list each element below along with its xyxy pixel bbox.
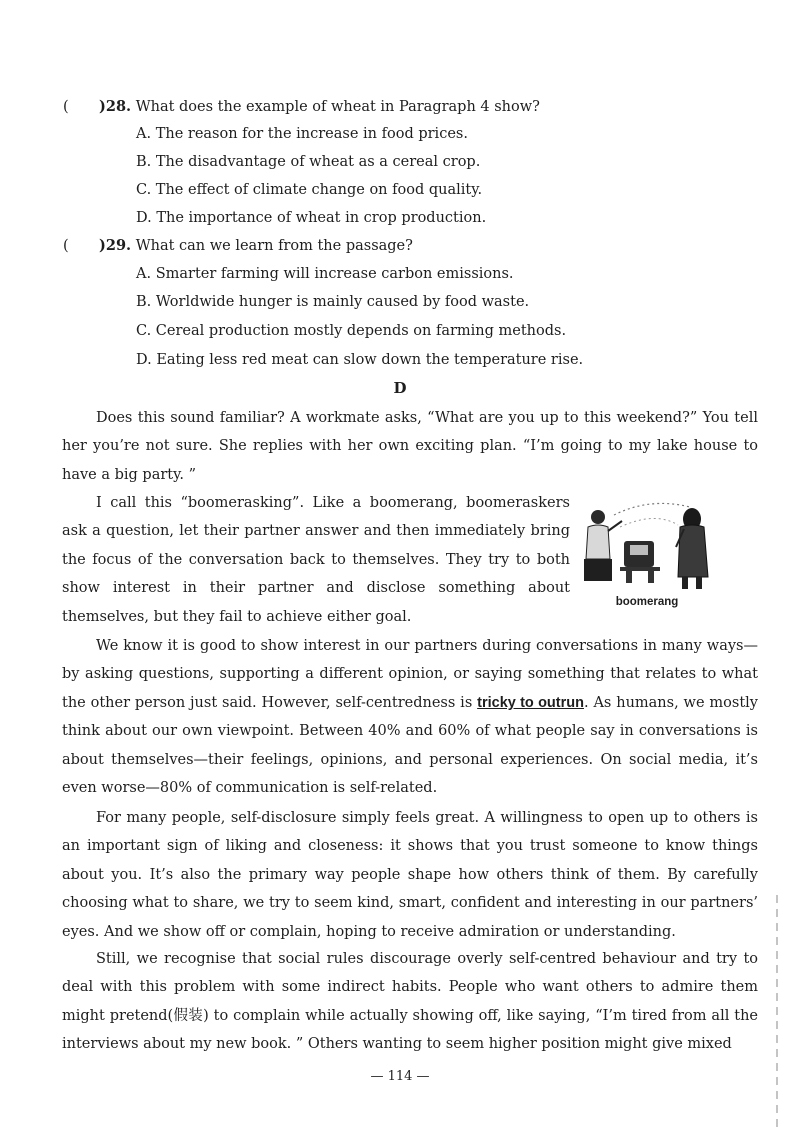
option-d: D. The importance of wheat in crop production. [136,210,487,226]
option-d: D. Eating less red meat can slow down the temperature rise. [136,352,584,368]
option-a: A. The reason for the increase in food prices. [136,126,468,142]
scan-edge-line [776,895,778,1131]
question-text: What does the example of wheat in Paragraph 4 show? [135,99,540,115]
page-number: — 114 — [370,1069,430,1084]
figure-caption: boomerang [615,596,679,608]
highlighted-phrase: tricky to outrun [477,694,584,711]
boomerang-illustration [580,497,714,592]
question-number: )28. [99,98,132,115]
question-29-stem [63,236,413,256]
question-text: What can we learn from the passage? [135,238,413,254]
answer-blank[interactable]: ( [63,99,69,115]
paragraph-5: Still, we recognise that social rules discourage overly self-centred behaviour and try to deal with this problem with some indirect habits. People who want others to admire them might pretend(假装) to complain while actually showing off, like saying, “I’m tired from all the interviews about my new book. ” Others wanting to seem higher position might give mixed [62,951,758,1053]
option-c: C. The effect of climate change on food quality. [136,182,483,198]
paragraph-2: I call this “boomerasking”. Like a boomerang, boomeraskers ask a question, let their partner answer and then immediately bring the focus of the conversation back to themselves. They try to both show interest in their partner and disclose something about themselves, but they fail to achieve either goal. [62,495,570,625]
paragraph-4: For many people, self-disclosure simply feels great. A willingness to open up to others is an important sign of liking and closeness: it shows that you trust someone to know things about you. It’s also the primary way people shape how others think of them. By carefully choosing what to share, we try to seem kind, smart, confident and interesting in our partners’ eyes. And we show off or complain, hoping to receive admiration or understanding. [62,810,758,940]
option-c: C. Cereal production mostly depends on farming methods. [136,323,567,339]
question-number: )29. [99,237,132,254]
boomerang-icon [580,497,714,592]
section-title: D [393,379,407,397]
paragraph-3-text-b: . As humans, we mostly think about our own viewpoint. Between 40% and 60% of what people say in conversations is about themselves—their feelings, opinions, and personal experiences. On social media, it’s even worse—80% of communication is self-related. [62,694,758,797]
option-a: A. Smarter farming will increase carbon emissions. [136,266,514,282]
question-28-stem [63,97,540,117]
answer-blank[interactable]: ( [63,238,69,254]
paragraph-3-text-a: We know it is good to show interest in our partners during conversations in many ways—by asking questions, supporting a different opinion, or saying something that relates to what the other person just said. However, self-centredness is [62,638,758,711]
option-b: B. Worldwide hunger is mainly caused by food waste. [136,294,530,310]
paragraph-3 [62,632,758,802]
option-b: B. The disadvantage of wheat as a cereal crop. [136,154,481,170]
paragraph-1: Does this sound familiar? A workmate asks, “What are you up to this weekend?” You tell her you’re not sure. She replies with her own exciting plan. “I’m going to my lake house to have a big party. ” [62,410,758,483]
